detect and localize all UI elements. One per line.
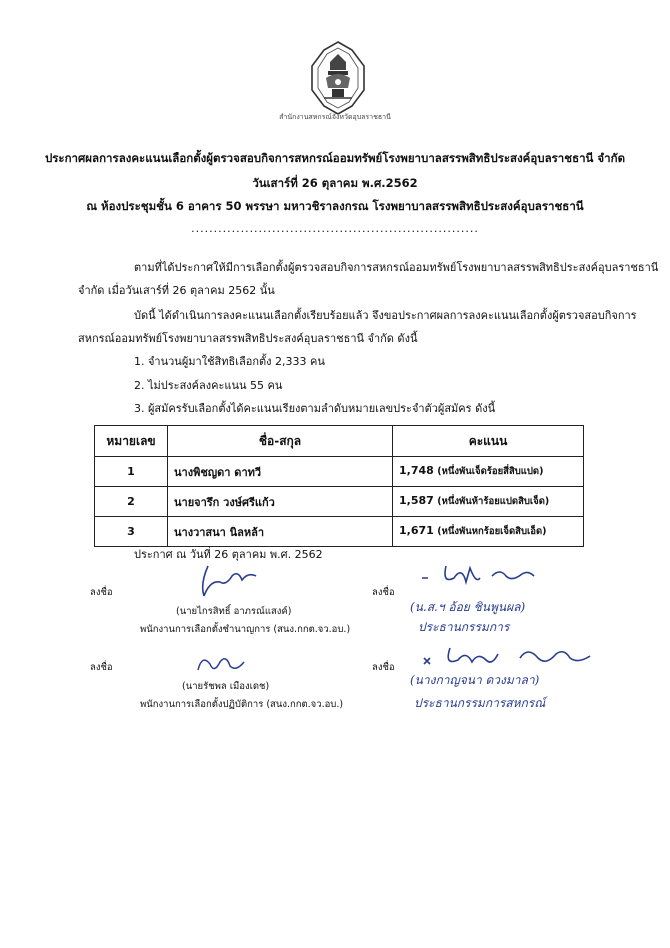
table-row: [95, 457, 584, 487]
announcement-title: ประกาศผลการลงคะแนนเลือกตั้งผู้ตรวจสอบกิจการสหกรณ์ออมทรัพย์โรงพยาบาลสรรพสิทธิประสงค์อุบลราชธานี จำกัด: [44, 151, 626, 165]
results-table: [94, 425, 584, 547]
candidate-number: 3: [95, 517, 168, 547]
signature-3: [418, 560, 538, 594]
logo-caption: สำนักงานสหกรณ์จังหวัดอุบลราชธานี: [279, 113, 391, 121]
handwritten-name-1: (น.ส.ฯ อ้อย ชินพูนผล): [410, 600, 526, 614]
candidate-score-words: (หนึ่งพันห้าร้อยแปดสิบเจ็ด): [437, 496, 550, 507]
paragraph-2-line-1: บัดนี้ ได้ดำเนินการลงคะแนนเลือกตั้งเรียบร้อยแล้ว จึงขอประกาศผลการลงคะแนนเลือกตั้งผู้ตรวจสอบกิจการ: [134, 309, 637, 322]
candidate-number: 1: [95, 457, 168, 487]
header-score: คะแนน: [393, 426, 584, 457]
paragraph-1-line-1: ตามที่ได้ประกาศให้มีการเลือกตั้งผู้ตรวจสอบกิจการสหกรณ์ออมทรัพย์โรงพยาบาลสรรพสิทธิประสงค์อุบลราชธานี: [134, 261, 659, 274]
handwritten-name-2: (นางกาญจนา ดวงมาลา): [410, 673, 540, 687]
candidate-name: นางพิชญดา ดาทวี: [168, 457, 393, 487]
candidate-score-cell: [393, 457, 584, 487]
sign-label-3: ลงชื่อ: [372, 587, 395, 598]
signer-1-role: พนักงานการเลือกตั้งชำนาญการ (สนง.กกต.จว.อบ.): [140, 624, 351, 635]
separator-dots: ................................................................: [191, 222, 479, 235]
candidate-score-cell: [393, 487, 584, 517]
signer-1-name: (นายไกรสิทธิ์ อาภรณ์แสงค์): [176, 606, 292, 617]
signature-1: [190, 562, 270, 606]
announce-date: ประกาศ ณ วันที่ 26 ตุลาคม พ.ศ. 2562: [134, 548, 323, 561]
cooperative-seal-logo: [306, 40, 370, 116]
handwritten-role-2: ประธานกรรมการสหกรณ์: [414, 696, 546, 710]
signer-2-name: (นายรัชพล เมืองเดช): [182, 681, 270, 692]
table-row: [95, 517, 584, 547]
candidate-score-words: (หนึ่งพันหกร้อยเจ็ดสิบเอ็ด): [437, 526, 547, 537]
candidates-intro-item: 3. ผู้สมัครรับเลือกตั้งได้คะแนนเรียงตามลำดับหมายเลขประจำตัวผู้สมัคร ดังนี้: [134, 402, 496, 415]
sign-label-1: ลงชื่อ: [90, 587, 113, 598]
candidate-name: นายจารึก วงษ์ศรีแก้ว: [168, 487, 393, 517]
candidate-number: 2: [95, 487, 168, 517]
candidate-score: 1,587: [399, 494, 434, 507]
candidate-score: 1,748: [399, 464, 434, 477]
header-number: หมายเลข: [95, 426, 168, 457]
header-name: ชื่อ-สกุล: [168, 426, 393, 457]
candidate-score-cell: [393, 517, 584, 547]
candidate-score: 1,671: [399, 524, 434, 537]
candidate-score-words: (หนึ่งพันเจ็ดร้อยสี่สิบแปด): [437, 466, 544, 477]
voter-count-item: 1. จำนวนผู้มาใช้สิทธิเลือกตั้ง 2,333 คน: [134, 355, 325, 368]
sign-label-4: ลงชื่อ: [372, 662, 395, 673]
abstain-count-item: 2. ไม่ประสงค์ลงคะแนน 55 คน: [134, 379, 283, 392]
paragraph-2-line-2: สหกรณ์ออมทรัพย์โรงพยาบาลสรรพสิทธิประสงค์อุบลราชธานี จำกัด ดังนี้: [78, 332, 418, 345]
paragraph-1-line-2: จำกัด เมื่อวันเสาร์ที่ 26 ตุลาคม 2562 นั้น: [78, 284, 275, 297]
announcement-date: วันเสาร์ที่ 26 ตุลาคม พ.ศ.2562: [252, 176, 418, 190]
handwritten-role-1: ประธานกรรมการ: [418, 620, 510, 634]
table-header-row: [95, 426, 584, 457]
table-row: [95, 487, 584, 517]
announcement-venue: ณ ห้องประชุมชั้น 6 อาคาร 50 พรรษา มหาวชิราลงกรณ โรงพยาบาลสรรพสิทธิประสงค์อุบลราชธานี: [86, 199, 584, 213]
candidate-name: นางวาสนา นิลหล้า: [168, 517, 393, 547]
sign-label-2: ลงชื่อ: [90, 662, 113, 673]
signer-2-role: พนักงานการเลือกตั้งปฏิบัติการ (สนง.กกต.จว.อบ.): [140, 699, 344, 710]
